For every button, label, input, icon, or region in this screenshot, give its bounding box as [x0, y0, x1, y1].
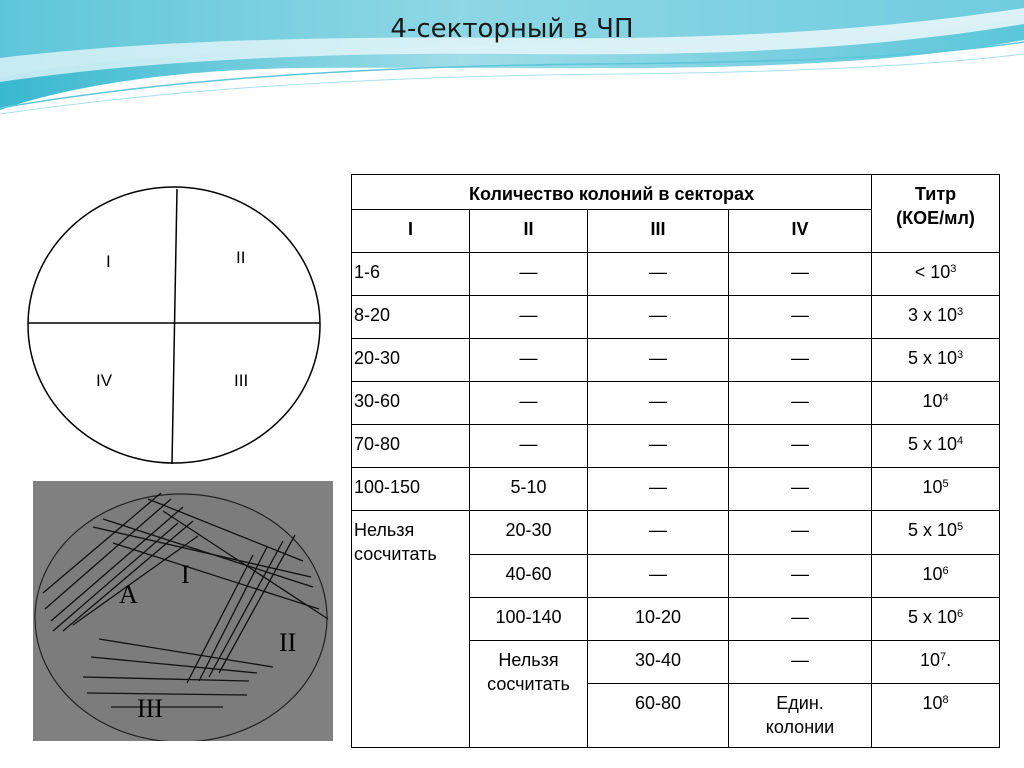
cell-titer — [872, 511, 1000, 554]
titer-base: < 10 — [914, 262, 951, 283]
cell-dash: — — [470, 425, 588, 468]
cell-single-colonies — [729, 683, 872, 747]
cell-sector-i: 100-150 — [352, 468, 470, 511]
cell-dash: — — [470, 382, 588, 425]
titer-exponent: 7 — [939, 650, 947, 663]
titer-exponent: 3 — [957, 349, 964, 362]
cell-dash: — — [470, 253, 588, 296]
uncountable-line1: Нельзя — [354, 520, 415, 541]
cell-sector-i: 20-30 — [352, 339, 470, 382]
uncountable-line2: сосчитать — [354, 544, 437, 565]
streak-label-iii: III — [137, 694, 163, 723]
streak-label-a: A — [119, 580, 138, 609]
titer-header — [872, 175, 1000, 253]
cell-dash: — — [729, 468, 872, 511]
cell-titer — [872, 640, 1000, 683]
titer-base: 10 — [922, 563, 943, 584]
titer-base: 10 — [922, 692, 943, 713]
titer-base: 10 — [922, 391, 943, 412]
table-row — [352, 511, 1000, 554]
sector-label-i: I — [106, 252, 111, 271]
slide-title: 4-секторный в ЧП — [390, 14, 634, 44]
cell-sector-ii: 20-30 — [470, 511, 588, 554]
cell-sector-i: 30-60 — [352, 382, 470, 425]
titer-exponent: 4 — [957, 435, 964, 448]
cell-dash: — — [729, 640, 872, 683]
streak-label-i: I — [181, 560, 190, 589]
cell-dash: — — [729, 339, 872, 382]
cell-sector-i: 1-6 — [352, 253, 470, 296]
cell-dash: — — [470, 339, 588, 382]
cell-dash: — — [729, 425, 872, 468]
cell-titer — [872, 339, 1000, 382]
cell-titer — [872, 253, 1000, 296]
cell-sector-ii: 100-140 — [470, 597, 588, 640]
cell-dash: — — [588, 468, 729, 511]
cell-dash: — — [729, 511, 872, 554]
cell-dash: — — [588, 511, 729, 554]
table-row — [352, 253, 1000, 296]
cell-dash: — — [729, 382, 872, 425]
cell-titer — [872, 425, 1000, 468]
titer-header-line2: (КОЕ/мл) — [896, 208, 975, 228]
titer-exponent: 3 — [957, 306, 964, 319]
titer-exponent: 6 — [957, 607, 964, 620]
colonies-header: Количество колоний в секторах — [352, 175, 872, 210]
titer-exponent: 3 — [950, 263, 957, 276]
cell-dash: — — [729, 296, 872, 339]
header-row — [352, 175, 1000, 210]
cell-dash: — — [588, 339, 729, 382]
sector-label-iii: III — [234, 371, 249, 390]
cell-dash: — — [729, 554, 872, 597]
table-row — [352, 425, 1000, 468]
cell-titer — [872, 382, 1000, 425]
cell-dash: — — [588, 425, 729, 468]
cell-titer — [872, 296, 1000, 339]
titer-exponent: 8 — [942, 693, 949, 706]
titer-base: 10 — [919, 649, 940, 670]
cell-sector-ii: 5-10 — [470, 468, 588, 511]
cell-uncountable-ii — [470, 640, 588, 747]
sector-header-ii: II — [470, 210, 588, 253]
sector-label-ii: II — [236, 248, 246, 267]
cell-titer — [872, 597, 1000, 640]
table-row — [352, 296, 1000, 339]
cell-dash: — — [588, 253, 729, 296]
sector-header-iv: IV — [729, 210, 872, 253]
uncountable-line2: сосчитать — [487, 673, 570, 694]
table-row — [352, 468, 1000, 511]
titer-base: 10 — [922, 477, 943, 498]
sector-header-iii: III — [588, 210, 729, 253]
cell-sector-ii: 40-60 — [470, 554, 588, 597]
cell-titer — [872, 468, 1000, 511]
cell-dash: — — [729, 597, 872, 640]
titer-base: 5 х 10 — [907, 434, 957, 455]
titer-base: 5 х 10 — [907, 606, 957, 627]
uncountable-line1: Нельзя — [498, 649, 559, 670]
cell-dash: — — [470, 296, 588, 339]
cell-titer — [872, 554, 1000, 597]
single-colonies-line2: колонии — [765, 716, 835, 737]
cell-dash: — — [588, 554, 729, 597]
sector-label-iv: IV — [96, 371, 113, 390]
titer-exponent: 5 — [942, 478, 949, 491]
cell-dash: — — [588, 382, 729, 425]
cell-sector-iii: 10-20 — [588, 597, 729, 640]
streak-label-ii: II — [279, 628, 297, 657]
single-colonies-line1: Един. — [776, 692, 824, 713]
titer-base: 5 х 10 — [907, 348, 957, 369]
titer-exponent: 5 — [957, 521, 964, 534]
titer-exponent: 6 — [942, 564, 949, 577]
cell-sector-iii: 30-40 — [588, 640, 729, 683]
table-row — [352, 339, 1000, 382]
titer-base: 5 х 10 — [907, 520, 957, 541]
cell-sector-i: 70-80 — [352, 425, 470, 468]
cell-titer — [872, 683, 1000, 747]
titer-table — [351, 174, 1000, 748]
sector-header-i: I — [352, 210, 470, 253]
cell-uncountable-i — [352, 511, 470, 748]
cell-dash: — — [729, 253, 872, 296]
titer-suffix: . — [946, 649, 952, 670]
table-row — [352, 382, 1000, 425]
cell-dash: — — [588, 296, 729, 339]
cell-sector-i: 8-20 — [352, 296, 470, 339]
titer-exponent: 4 — [942, 392, 949, 405]
titer-base: 3 х 10 — [907, 305, 957, 326]
titer-header-line1: Титр — [914, 184, 957, 204]
petri-dish-sector-diagram — [22, 185, 326, 471]
streak-plate-photo — [33, 481, 333, 741]
cell-sector-iii: 60-80 — [588, 683, 729, 747]
